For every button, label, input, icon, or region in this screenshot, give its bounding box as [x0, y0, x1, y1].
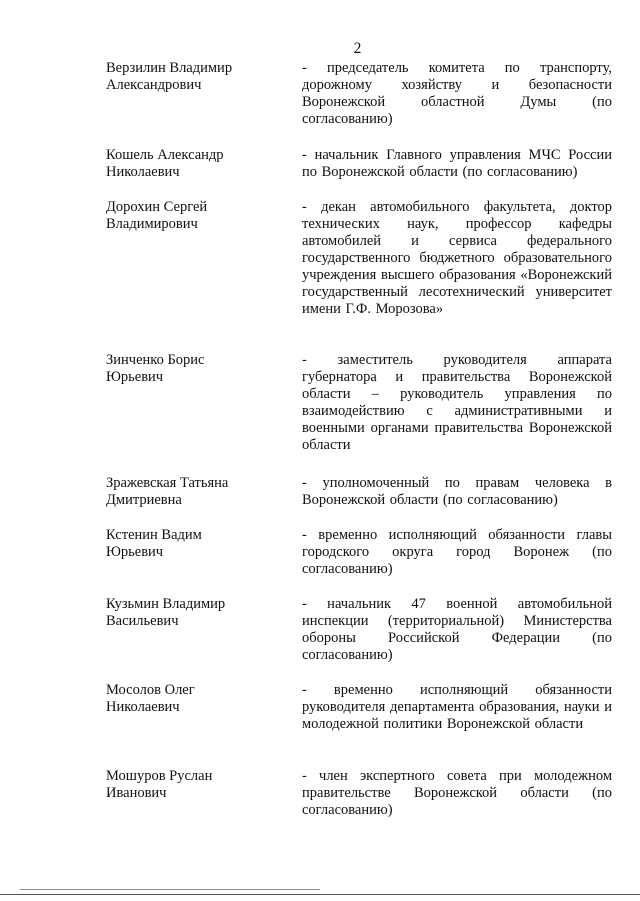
scan-edge-line — [20, 889, 320, 890]
member-patronymic: Владимирович — [106, 216, 198, 232]
member-patronymic: Александрович — [106, 77, 202, 93]
member-role: - декан автомобильного факультета, доктор технических наук, профессор кафедры автомобилей и сервиса федерального государственного бюджетного образовательного учреждения высшего образования «Воронежский государственный лесотехнический университет имени Г.Ф. Морозова» — [302, 199, 612, 317]
list-item — [106, 527, 612, 578]
member-name — [106, 682, 302, 733]
list-item — [106, 682, 612, 733]
member-patronymic: Дмитриевна — [106, 492, 182, 508]
member-surname-first: Зинченко Борис — [106, 352, 205, 368]
member-name — [106, 527, 302, 578]
member-surname-first: Верзилин Владимир — [106, 60, 233, 76]
member-name — [106, 60, 302, 128]
member-surname-first: Кошель Александр — [106, 147, 224, 163]
member-patronymic: Васильевич — [106, 613, 179, 629]
member-name — [106, 475, 302, 509]
member-surname-first: Кузьмин Владимир — [106, 596, 226, 612]
member-name — [106, 147, 302, 181]
member-name — [106, 199, 302, 318]
member-patronymic: Николаевич — [106, 699, 180, 715]
list-item — [106, 768, 612, 819]
list-item — [106, 199, 612, 318]
list-item — [106, 475, 612, 509]
member-role: - заместитель руководителя аппарата губернатора и правительства Воронежской области – руководитель управления по взаимодействию с административными и военными органами правительства Воронежской области — [302, 352, 612, 453]
member-surname-first: Зражевская Татьяна — [106, 475, 229, 491]
member-surname-first: Дорохин Сергей — [106, 199, 208, 215]
member-role: - временно исполняющий обязанности руководителя департамента образования, науки и молодежной политики Воронежской области — [302, 682, 612, 732]
member-patronymic: Николаевич — [106, 164, 180, 180]
page-bottom-edge — [0, 894, 640, 895]
member-patronymic: Иванович — [106, 785, 167, 801]
page-number: 2 — [353, 40, 362, 57]
member-patronymic: Юрьевич — [106, 544, 164, 560]
list-item — [106, 60, 612, 128]
member-surname-first: Мошуров Руслан — [106, 768, 213, 784]
member-role: - председатель комитета по транспорту, дорожному хозяйству и безопасности Воронежской областной Думы (по согласованию) — [302, 60, 612, 127]
list-item — [106, 596, 612, 664]
member-role: - временно исполняющий обязанности главы городского округа город Воронеж (по согласованию) — [302, 527, 612, 577]
member-role: - уполномоченный по правам человека в Воронежской области (по согласованию) — [302, 475, 612, 508]
member-surname-first: Кстенин Вадим — [106, 527, 202, 543]
member-name — [106, 768, 302, 819]
member-name — [106, 596, 302, 664]
member-patronymic: Юрьевич — [106, 369, 164, 385]
list-item — [106, 352, 612, 454]
member-role: - начальник 47 военной автомобильной инспекции (территориальной) Министерства обороны Российской Федерации (по согласованию) — [302, 596, 612, 663]
member-surname-first: Мосолов Олег — [106, 682, 195, 698]
member-role: - член экспертного совета при молодежном правительстве Воронежской области (по согласованию) — [302, 768, 612, 818]
member-role: - начальник Главного управления МЧС России по Воронежской области (по согласованию) — [302, 147, 612, 180]
member-name — [106, 352, 302, 454]
list-item — [106, 147, 612, 181]
